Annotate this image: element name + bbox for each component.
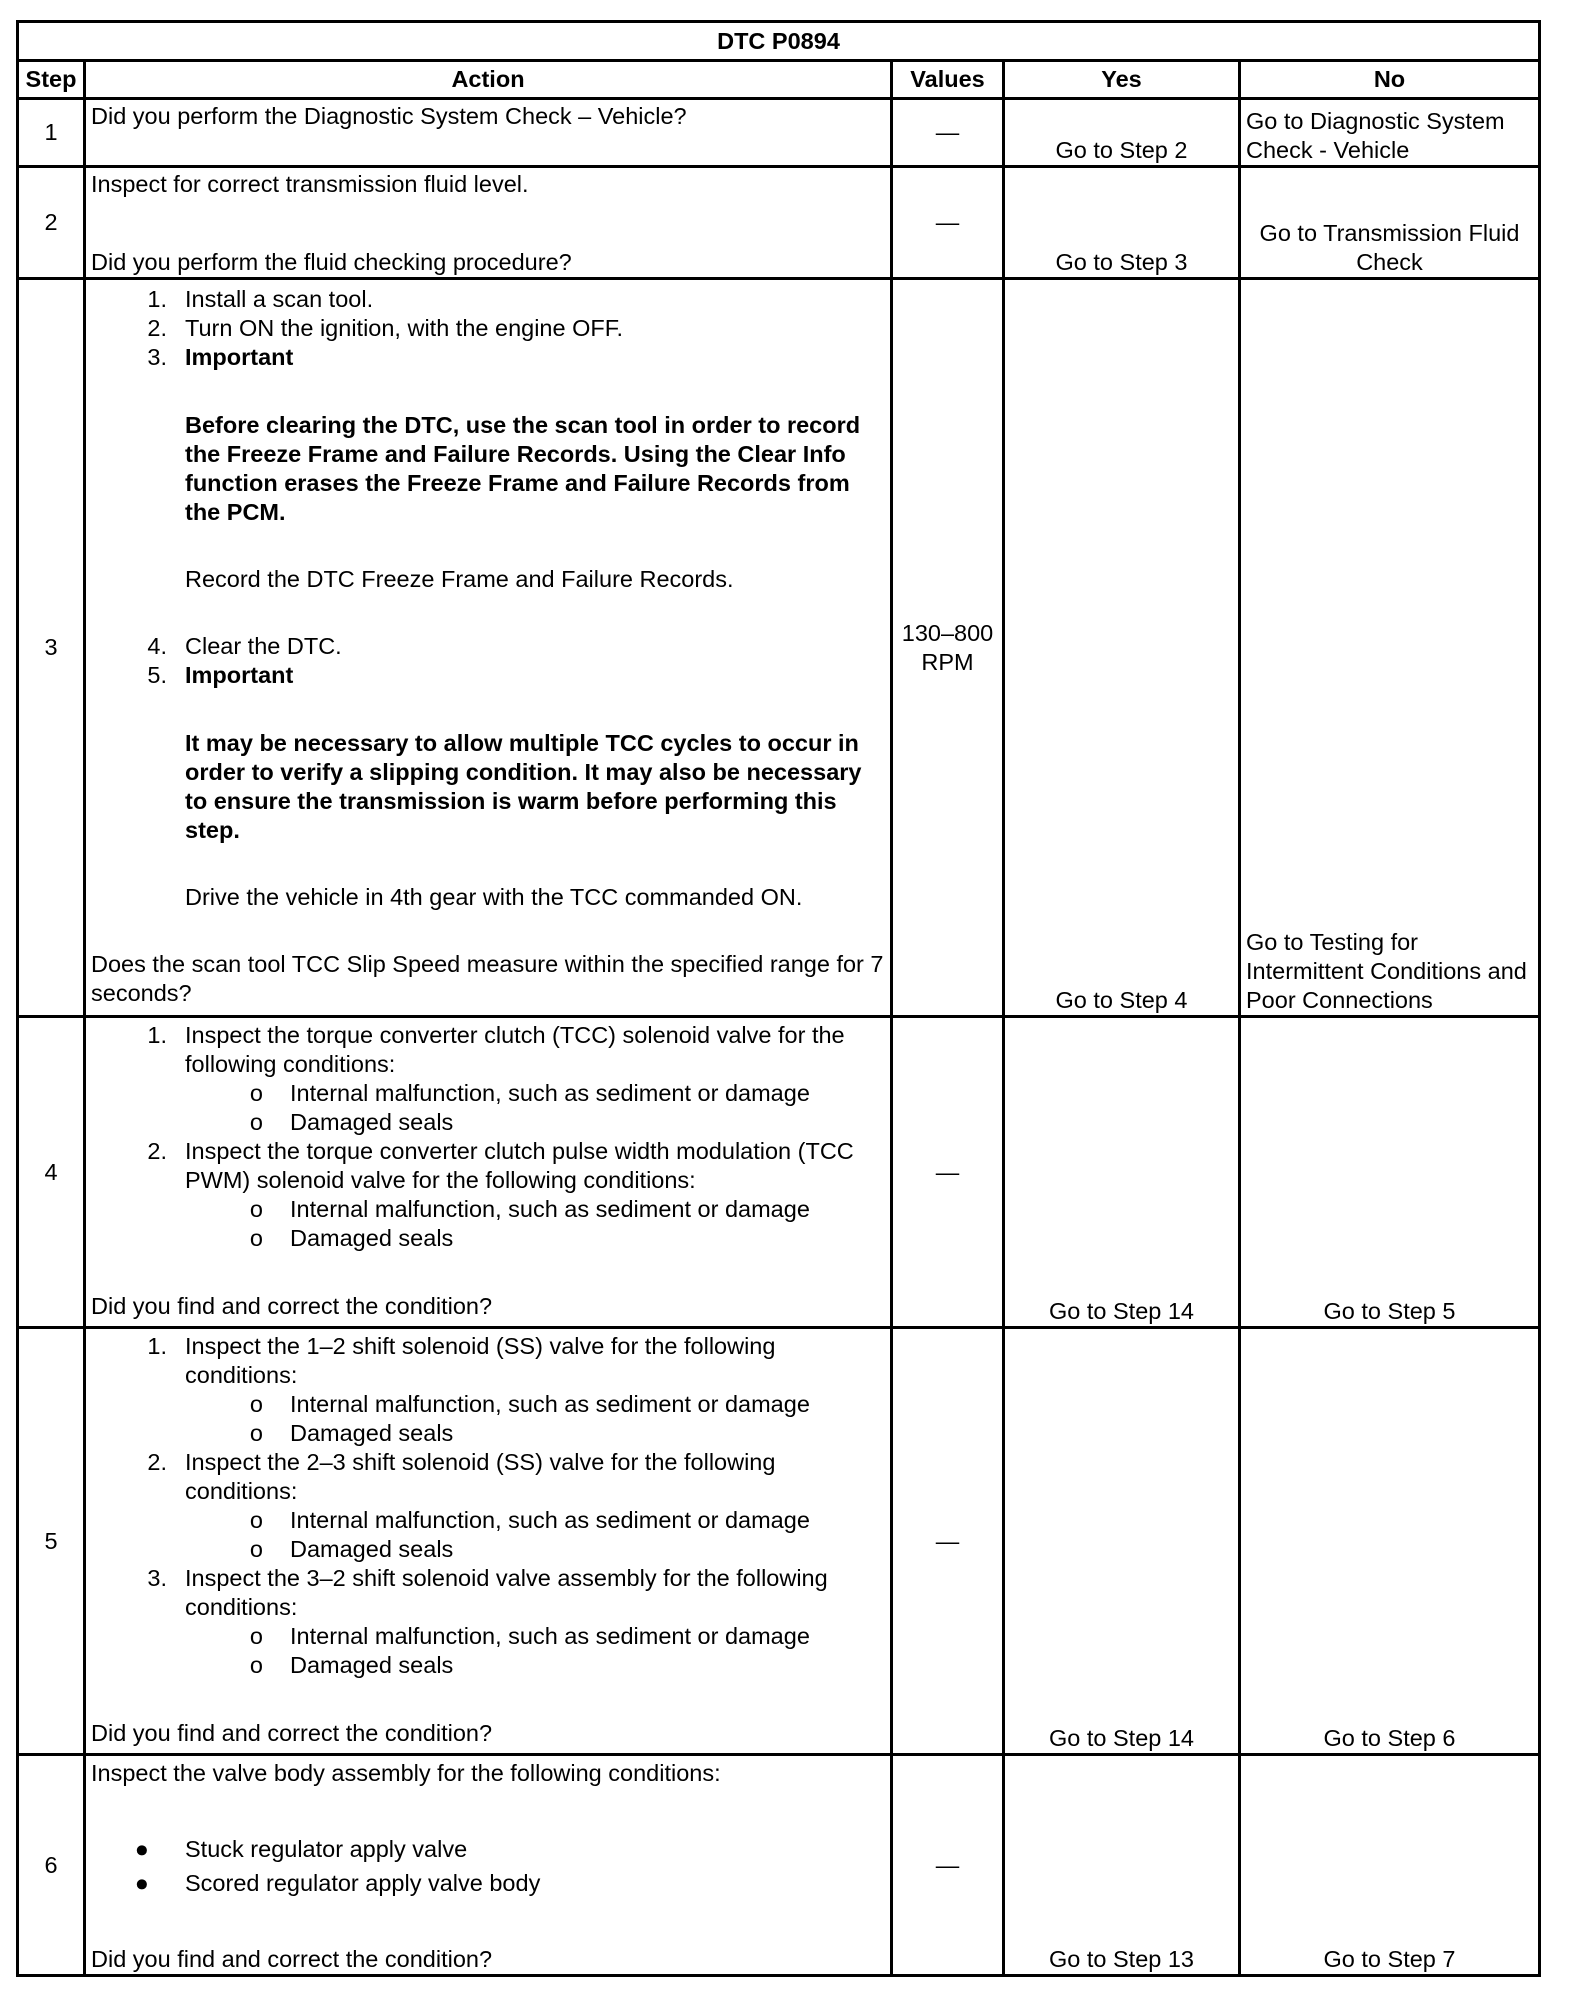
list-item: 3. Inspect the 3–2 shift solenoid valve assembly for the following conditions:: [147, 1565, 828, 1620]
yes-link[interactable]: Go to Step 3: [1004, 167, 1240, 279]
dtc-table: [16, 20, 1541, 1977]
step-list: [91, 1137, 885, 1195]
step-list: [91, 285, 885, 372]
important-label: Important: [185, 662, 294, 688]
table-row: [18, 99, 1540, 167]
instruction-text: Drive the vehicle in 4th gear with the TCC commanded ON.: [185, 884, 803, 910]
no-link[interactable]: Go to Diagnostic System Check - Vehicle: [1240, 99, 1540, 167]
values-cell: —: [892, 1755, 1004, 1976]
list-item: 3. Important: [91, 343, 885, 372]
step-number: 1: [18, 99, 85, 167]
action-cell: [85, 1328, 892, 1755]
action-cell: [85, 167, 892, 279]
values-cell: 130–800 RPM: [892, 279, 1004, 1017]
header-yes: Yes: [1004, 61, 1240, 99]
table-title: DTC P0894: [18, 22, 1540, 61]
important-note: Before clearing the DTC, use the scan tool in order to record the Freeze Frame and Failure Records. Using the Clear Info function erases the Freeze Frame and Failure Records from the PCM.: [185, 412, 861, 525]
list-item: 5. Important: [91, 661, 885, 690]
list-item: o Internal malfunction, such as sediment or damage: [249, 1080, 810, 1106]
values-cell: —: [892, 99, 1004, 167]
values-cell: —: [892, 1017, 1004, 1328]
action-intro: Inspect the valve body assembly for the following conditions:: [91, 1760, 721, 1786]
no-link[interactable]: Go to Testing for Intermittent Conditions and Poor Connections: [1240, 279, 1540, 1017]
action-question: Did you find and correct the condition?: [91, 1720, 493, 1746]
list-item: 1. Inspect the torque converter clutch (TCC) solenoid valve for the following conditions:: [147, 1022, 845, 1077]
step-list: [91, 1564, 885, 1622]
step-number: 4: [18, 1017, 85, 1328]
table-row: [18, 1328, 1540, 1755]
list-item: o Damaged seals: [249, 1225, 454, 1251]
header-values: Values: [892, 61, 1004, 99]
table-row: [18, 1755, 1540, 1976]
action-question: Did you find and correct the condition?: [91, 1946, 493, 1972]
list-item: o Internal malfunction, such as sediment or damage: [249, 1391, 810, 1417]
list-item: o Internal malfunction, such as sediment or damage: [249, 1507, 810, 1533]
action-question: Did you find and correct the condition?: [91, 1293, 493, 1319]
table-row: [18, 279, 1540, 1017]
step-number: 2: [18, 167, 85, 279]
list-item: o Internal malfunction, such as sediment or damage: [249, 1623, 810, 1649]
list-item: ● Stuck regulator apply valve: [134, 1836, 468, 1862]
no-link[interactable]: Go to Transmission Fluid Check: [1240, 167, 1540, 279]
values-cell: —: [892, 1328, 1004, 1755]
table-row: [18, 167, 1540, 279]
step-list: [91, 632, 885, 690]
list-item: 1. Install a scan tool.: [147, 286, 374, 312]
action-question: Does the scan tool TCC Slip Speed measure within the specified range for 7 seconds?: [91, 951, 884, 1006]
action-cell: [85, 1755, 892, 1976]
list-item: 1. Inspect the 1–2 shift solenoid (SS) valve for the following conditions:: [147, 1333, 776, 1388]
yes-link[interactable]: Go to Step 14: [1004, 1328, 1240, 1755]
action-text: Did you perform the Diagnostic System Check – Vehicle?: [85, 99, 892, 167]
list-item: o Damaged seals: [249, 1536, 454, 1562]
list-item: 4. Clear the DTC.: [147, 633, 342, 659]
list-item: ● Scored regulator apply valve body: [134, 1870, 541, 1896]
action-question: Did you perform the fluid checking procedure?: [91, 249, 572, 275]
header-row: [18, 61, 1540, 99]
yes-link[interactable]: Go to Step 2: [1004, 99, 1240, 167]
no-link[interactable]: Go to Step 7: [1240, 1755, 1540, 1976]
step-list: [91, 1332, 885, 1390]
no-link[interactable]: Go to Step 5: [1240, 1017, 1540, 1328]
list-item: o Damaged seals: [249, 1420, 454, 1446]
step-number: 5: [18, 1328, 85, 1755]
header-no: No: [1240, 61, 1540, 99]
no-link[interactable]: Go to Step 6: [1240, 1328, 1540, 1755]
header-action: Action: [85, 61, 892, 99]
action-cell: [85, 279, 892, 1017]
important-note: It may be necessary to allow multiple TCC cycles to occur in order to verify a slipping condition. It may also be necessary to ensure the transmission is warm before performing this step.: [185, 730, 862, 843]
yes-link[interactable]: Go to Step 13: [1004, 1755, 1240, 1976]
yes-link[interactable]: Go to Step 4: [1004, 279, 1240, 1017]
list-item: 2. Turn ON the ignition, with the engine OFF.: [147, 315, 624, 341]
header-step: Step: [18, 61, 85, 99]
step-list: [91, 1448, 885, 1506]
table-row: [18, 1017, 1540, 1328]
important-label: Important: [185, 344, 294, 370]
list-item: 2. Inspect the torque converter clutch pulse width modulation (TCC PWM) solenoid valve for the following conditions:: [147, 1138, 854, 1193]
list-item: o Damaged seals: [249, 1652, 454, 1678]
instruction-text: Record the DTC Freeze Frame and Failure Records.: [185, 566, 734, 592]
action-cell: [85, 1017, 892, 1328]
yes-link[interactable]: Go to Step 14: [1004, 1017, 1240, 1328]
list-item: o Damaged seals: [249, 1109, 454, 1135]
step-list: [91, 1021, 885, 1079]
list-item: o Internal malfunction, such as sediment or damage: [249, 1196, 810, 1222]
values-cell: —: [892, 167, 1004, 279]
step-number: 3: [18, 279, 85, 1017]
action-intro: Inspect for correct transmission fluid level.: [91, 171, 529, 197]
list-item: 2. Inspect the 2–3 shift solenoid (SS) valve for the following conditions:: [147, 1449, 776, 1504]
step-number: 6: [18, 1755, 85, 1976]
